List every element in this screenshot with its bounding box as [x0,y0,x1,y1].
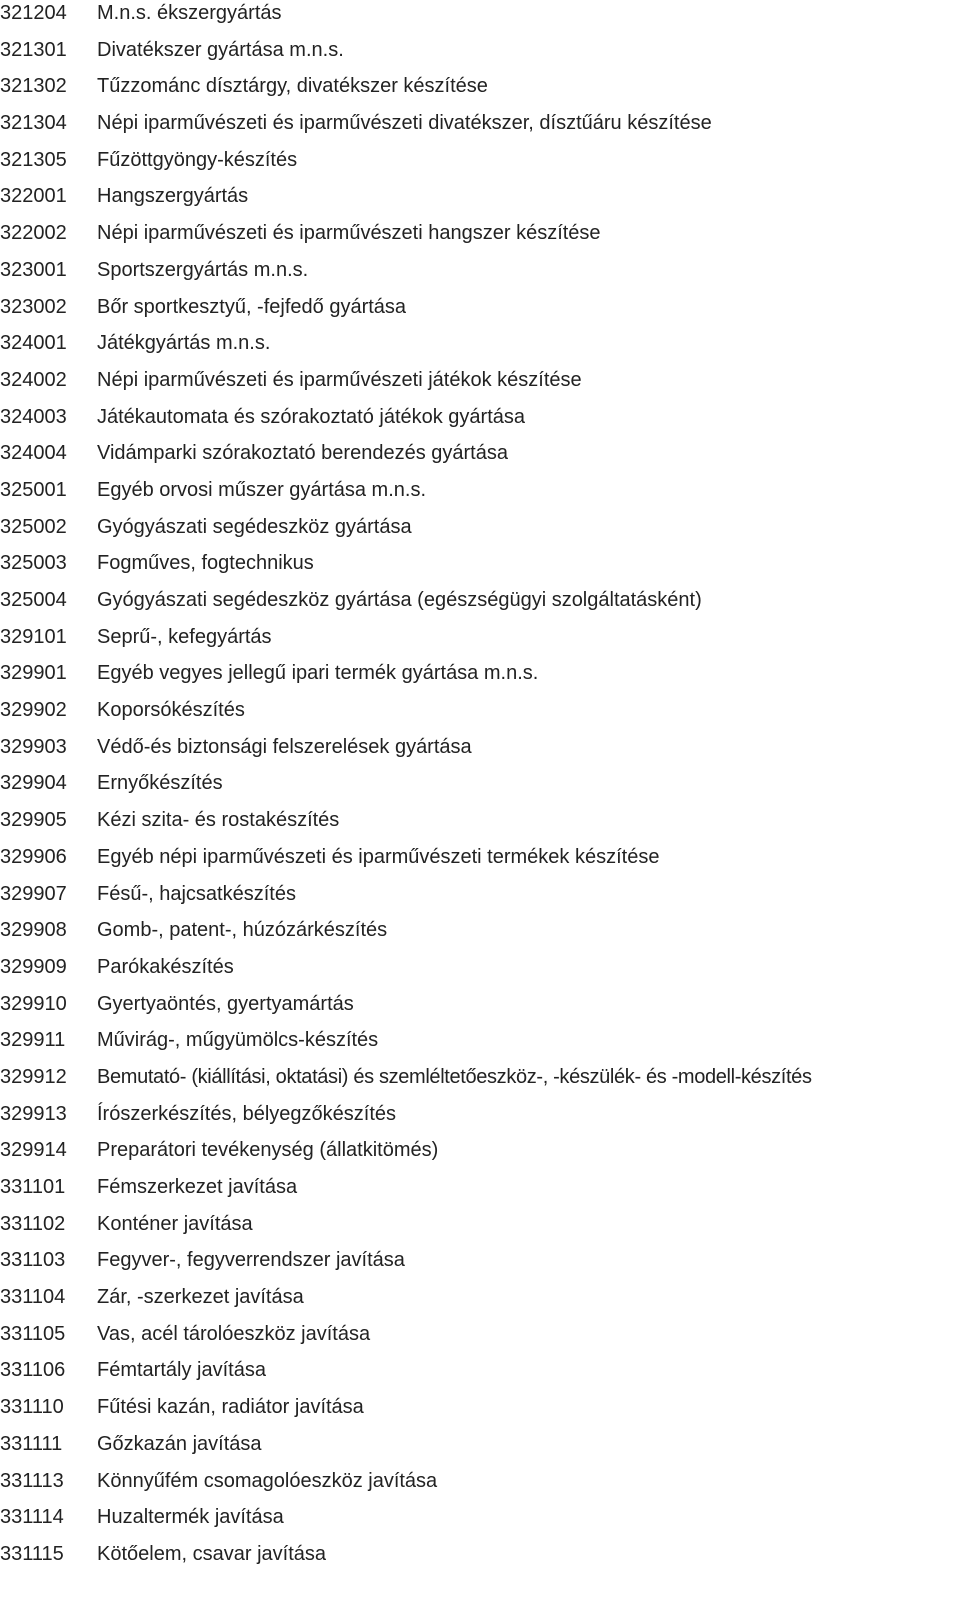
activity-code: 329914 [0,1139,67,1162]
list-item [0,1064,960,1101]
activity-description: Művirág-, műgyümölcs-készítés [97,1029,379,1052]
activity-description: Bemutató- (kiállítási, oktatási) és szemléltetőeszköz-, -készülék- és -modell-készítés [97,1065,812,1088]
activity-code: 329908 [0,919,67,942]
activity-description: Tűzzománc dísztárgy, divatékszer készítése [97,75,488,98]
activity-description: Népi iparművészeti és iparművészeti hangszer készítése [97,222,601,245]
list-item [0,587,960,624]
list-item [0,1137,960,1174]
activity-description: Védő-és biztonsági felszerelések gyártása [97,735,472,758]
activity-description: Játékgyártás m.n.s. [97,332,271,355]
activity-description: Parókakészítés [97,955,234,978]
activity-description: Vidámparki szórakoztató berendezés gyártása [97,442,508,465]
activity-description: Seprű-, kefegyártás [97,625,272,648]
activity-description: Fegyver-, fegyverrendszer javítása [97,1249,405,1272]
activity-description: Koporsókészítés [97,699,245,722]
list-item [0,770,960,807]
list-item [0,37,960,74]
activity-description: Sportszergyártás m.n.s. [97,258,309,281]
activity-code: 329909 [0,955,67,978]
activity-code: 331111 [0,1432,63,1455]
activity-code: 329913 [0,1102,67,1125]
list-item [0,1541,960,1578]
activity-code: 329912 [0,1065,67,1088]
activity-code: 321301 [0,38,67,61]
activity-code: 331115 [0,1542,64,1565]
activity-code: 321305 [0,148,67,171]
list-item [0,1504,960,1541]
activity-description: Ernyőkészítés [97,772,223,795]
activity-description: Könnyűfém csomagolóeszköz javítása [97,1469,438,1492]
activity-description: Preparátori tevékenység (állatkitömés) [97,1139,439,1162]
list-item [0,991,960,1028]
activity-description: Népi iparművészeti és iparművészeti játékok készítése [97,368,582,391]
activity-code: 329911 [0,1029,66,1052]
activity-code: 323002 [0,295,67,318]
activity-code: 329901 [0,662,67,685]
list-item [0,0,960,37]
list-item [0,624,960,661]
activity-code: 331114 [0,1506,64,1529]
activity-description: Bőr sportkesztyű, -fejfedő gyártása [97,295,407,318]
activity-code: 329906 [0,845,67,868]
activity-description: Gomb-, patent-, húzózárkészítés [97,919,388,942]
list-item [0,1284,960,1321]
list-item [0,1211,960,1248]
list-item [0,73,960,110]
activity-code: 325002 [0,515,67,538]
activity-description: Kézi szita- és rostakészítés [97,809,340,832]
activity-description: Fémszerkezet javítása [97,1176,298,1198]
activity-code: 325004 [0,589,67,611]
list-item [0,257,960,294]
list-item [0,881,960,918]
activity-code: 331113 [0,1469,64,1492]
activity-description: M.n.s. ékszergyártás [97,2,282,24]
list-item [0,477,960,514]
activity-code: 329101 [0,625,67,648]
list-item [0,1394,960,1431]
list-item [0,1174,960,1211]
activity-description: Gyógyászati segédeszköz gyártása [97,515,412,538]
activity-code: 329904 [0,772,67,795]
activity-code: 329907 [0,882,67,905]
list-item [0,660,960,697]
activity-code: 321204 [0,2,67,24]
activity-code: 324004 [0,442,67,465]
activity-code: 325001 [0,478,67,501]
list-item [0,1027,960,1064]
activity-description: Huzaltermék javítása [97,1506,284,1529]
activity-description: Játékautomata és szórakoztató játékok gyártása [97,405,526,428]
activity-description: Kötőelem, csavar javítása [97,1542,326,1565]
list-item [0,807,960,844]
activity-code: 322001 [0,185,67,208]
activity-code: 329902 [0,699,67,722]
activity-description: Egyéb vegyes jellegű ipari termék gyártása m.n.s. [97,662,539,685]
activity-code: 321304 [0,112,67,135]
list-item [0,1321,960,1358]
activity-code: 329910 [0,992,67,1015]
activity-description: Gyertyaöntés, gyertyamártás [97,992,354,1015]
activity-description: Vas, acél tárolóeszköz javítása [97,1322,371,1345]
activity-description: Egyéb orvosi műszer gyártása m.n.s. [97,478,427,501]
activity-description: Népi iparművészeti és iparművészeti divatékszer, dísztűáru készítése [97,112,712,135]
list-item [0,844,960,881]
list-item [0,734,960,771]
activity-code: 323001 [0,258,67,281]
activity-code: 325003 [0,552,67,575]
list-item [0,330,960,367]
activity-description: Fűtési kazán, radiátor javítása [97,1396,364,1419]
list-item [0,220,960,257]
activity-code: 331106 [0,1359,66,1382]
activity-code: 331101 [0,1176,66,1198]
list-item [0,697,960,734]
list-item [0,1247,960,1284]
list-item [0,954,960,991]
list-item [0,1357,960,1394]
activity-code: 331105 [0,1322,66,1345]
activity-description: Gyógyászati segédeszköz gyártása (egészségügyi szolgáltatásként) [97,589,702,611]
activity-code: 331104 [0,1286,66,1309]
list-item [0,147,960,184]
list-item [0,183,960,220]
activity-description: Fésű-, hajcsatkészítés [97,882,296,905]
activity-code: 324002 [0,368,67,391]
activity-description: Zár, -szerkezet javítása [97,1286,304,1309]
activity-description: Fémtartály javítása [97,1359,266,1382]
list-item [0,367,960,404]
activity-code: 322002 [0,222,67,245]
activity-description: Fűzöttgyöngy-készítés [97,148,298,171]
activity-code: 329903 [0,735,67,758]
activity-code: 324001 [0,332,67,355]
list-item [0,404,960,441]
activity-code: 331103 [0,1249,66,1272]
list-item [0,1101,960,1138]
activity-code: 321302 [0,75,67,98]
activity-code: 329905 [0,809,67,832]
activity-description: Gőzkazán javítása [97,1432,262,1455]
list-item [0,514,960,551]
list-item [0,550,960,587]
activity-description: Egyéb népi iparművészeti és iparművészeti termékek készítése [97,845,660,868]
list-item [0,917,960,954]
activity-description: Fogműves, fogtechnikus [97,552,314,575]
activity-description: Konténer javítása [97,1212,253,1235]
list-item [0,1468,960,1505]
activity-description: Divatékszer gyártása m.n.s. [97,38,344,61]
activity-code: 331110 [0,1396,64,1419]
activity-code: 331102 [0,1212,66,1235]
activity-description: Hangszergyártás [97,185,249,208]
activity-description: Írószerkészítés, bélyegzőkészítés [97,1102,397,1125]
list-item [0,440,960,477]
list-item [0,110,960,147]
list-item [0,294,960,331]
activity-code: 324003 [0,405,67,428]
list-item [0,1431,960,1468]
